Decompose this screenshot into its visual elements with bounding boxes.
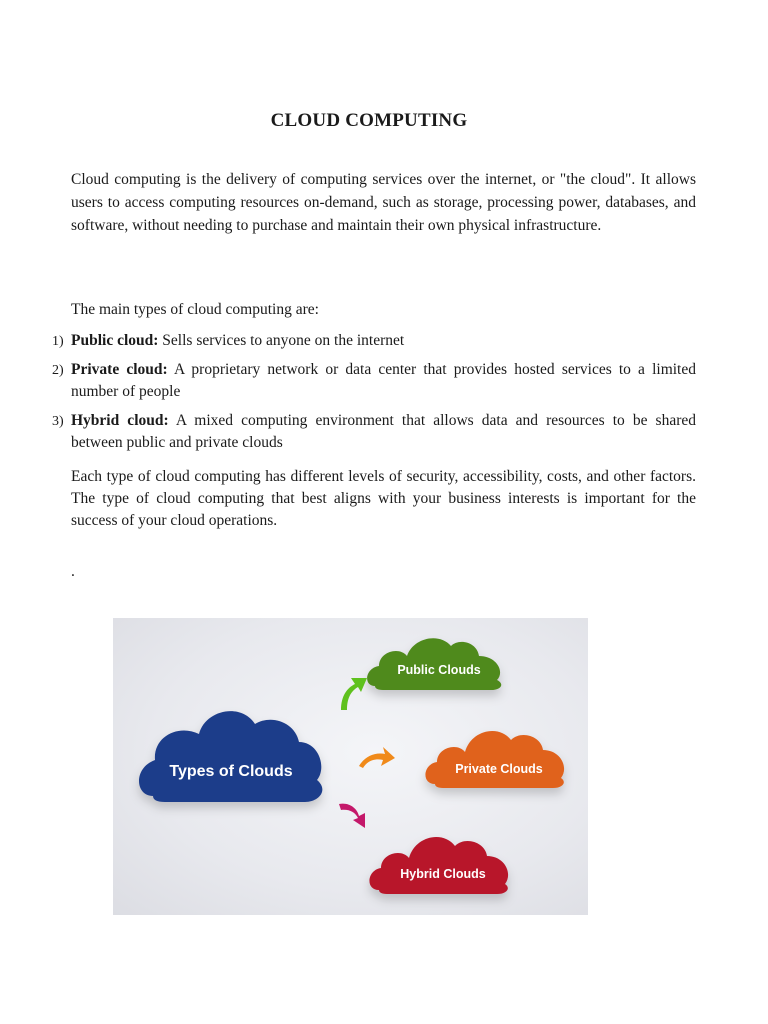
arrow-to-private-icon bbox=[359, 747, 395, 768]
main-cloud-label: Types of Clouds bbox=[169, 763, 293, 780]
list-description: A mixed computing environment that allows data and resources to be shared between public and private clouds bbox=[71, 412, 697, 451]
list-term: Public cloud: bbox=[71, 332, 159, 349]
list-item bbox=[0, 330, 768, 352]
list-term: Private cloud: bbox=[71, 361, 168, 378]
list-item-text bbox=[71, 359, 696, 403]
list-item-text bbox=[71, 330, 696, 352]
list-item bbox=[0, 410, 768, 454]
list-description: A proprietary network or data center that provides hosted services to a limited number of people bbox=[71, 361, 696, 400]
list-item bbox=[0, 359, 768, 403]
list-item-text bbox=[71, 410, 696, 454]
summary-paragraph: Each type of cloud computing has different levels of security, accessibility, costs, and other factors. The type of cloud computing that best aligns with your business interests is important for the success of your cloud operations. bbox=[71, 468, 696, 529]
types-lead-sentence: The main types of cloud computing are: bbox=[71, 301, 319, 318]
private-cloud-shape bbox=[425, 731, 564, 788]
arrow-to-public-icon bbox=[341, 678, 367, 710]
cloud-diagram-svg bbox=[113, 618, 588, 915]
page-title: CLOUD COMPUTING bbox=[270, 110, 468, 131]
stray-dot: . bbox=[71, 563, 75, 580]
hybrid-cloud-shape bbox=[369, 837, 508, 894]
hybrid-cloud-label: Hybrid Clouds bbox=[400, 867, 486, 881]
public-cloud-label: Public Clouds bbox=[397, 663, 481, 677]
list-number: 1) bbox=[52, 334, 64, 349]
list-number: 3) bbox=[52, 414, 64, 429]
main-cloud-shape bbox=[139, 711, 322, 802]
cloud-types-list bbox=[0, 330, 768, 461]
list-term: Hybrid cloud: bbox=[71, 412, 169, 429]
list-number: 2) bbox=[52, 363, 64, 378]
types-of-clouds-figure bbox=[113, 618, 588, 915]
list-description: Sells services to anyone on the internet bbox=[158, 332, 405, 349]
arrow-to-hybrid-icon bbox=[339, 804, 365, 828]
private-cloud-label: Private Clouds bbox=[455, 762, 543, 776]
intro-paragraph: Cloud computing is the delivery of computing services over the internet, or "the cloud". It allows users to access computing resources on-demand, such as storage, processing power, databases, and software, without needing to purchase and maintain their own physical infrastructure. bbox=[71, 171, 696, 234]
